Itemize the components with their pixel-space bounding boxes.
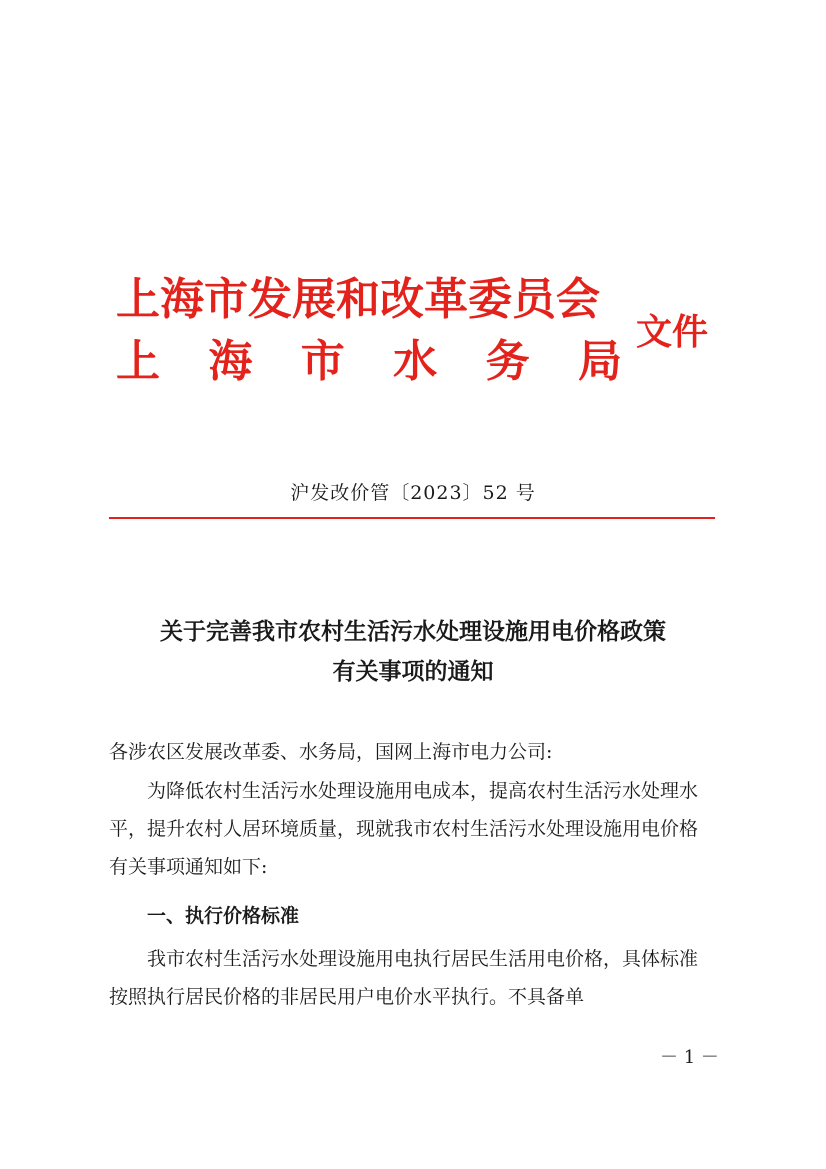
issuer-line-2-char: 局 [577,336,622,387]
issuer-line-2-char: 海 [208,336,253,387]
doc-type-label: 文件 [636,311,709,353]
page-number: － 1 － [660,1047,719,1068]
section-heading: 一、执行价格标准 [147,905,300,927]
issuer-line-2-char: 上 [116,336,160,387]
document-title [0,612,826,692]
addressee: 各涉农区发展改革委、水务局，国网上海市电力公司: [109,741,553,763]
issuer-line-2-char: 水 [393,336,438,387]
title-line-2: 有关事项的通知 [332,658,494,685]
issuer-line-1: 上海市发展和改革委员会 [116,274,600,325]
issuer-header [116,272,716,402]
issuer-line-2 [116,334,622,390]
document-number: 沪发改价管〔2023〕52 号 [290,482,536,504]
paragraph-intro: 为降低农村生活污水处理设施用电成本，提高农村生活污水处理水平，提升农村人居环境质量，现就我市农村生活污水处理设施用电价格有关事项通知如下: [109,780,699,878]
issuer-line-2-char: 务 [485,336,530,387]
issuer-line-2-char: 市 [300,336,345,387]
paragraph-price-standard: 我市农村生活污水处理设施用电执行居民生活用电价格，具体标准按照执行居民价格的非居民用户电价水平执行。不具备单 [109,948,699,1008]
red-divider [109,517,715,519]
title-line-1: 关于完善我市农村生活污水处理设施用电价格政策 [160,618,666,645]
